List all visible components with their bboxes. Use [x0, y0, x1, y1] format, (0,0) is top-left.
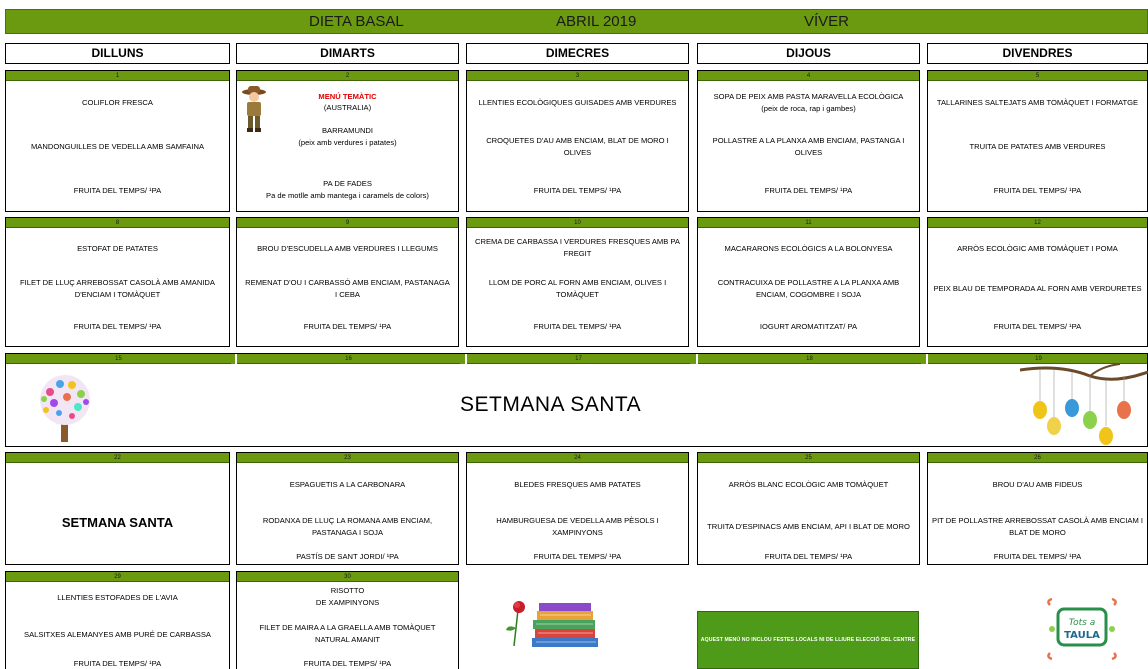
second-course: PA DE FADES — [323, 179, 372, 188]
menu-day-cell — [466, 452, 689, 565]
day-number: 5 — [928, 71, 1147, 81]
menu-header — [5, 9, 1148, 34]
menu-day-cell — [697, 217, 920, 347]
dessert: PASTÍS DE SANT JORDI/ ¹PA — [296, 552, 399, 561]
second-course-cont: OLIVES — [794, 148, 823, 157]
day-header-thursday: DIJOUS — [697, 43, 920, 64]
first-course: TALLARINES SALTEJATS AMB TOMÀQUET I FORMATGE — [936, 98, 1139, 107]
holiday-label: SETMANA SANTA — [460, 393, 642, 416]
day-header-friday: DIVENDRES — [927, 43, 1148, 64]
holiday-label: SETMANA SANTA — [61, 515, 174, 530]
day-number: 11 — [698, 218, 919, 228]
menu-day-cell — [5, 70, 230, 212]
menu-day-cell — [927, 452, 1148, 565]
day-number: 26 — [928, 453, 1147, 463]
first-course: ARRÒS BLANC ECOLÒGIC AMB TOMÀQUET — [728, 480, 889, 489]
first-course: MACARARONS ECOLÒGICS A LA BOLONYESA — [724, 244, 893, 253]
dessert: FRUITA DEL TEMPS/ ¹PA — [73, 322, 162, 331]
dessert: FRUITA DEL TEMPS/ ¹PA — [303, 322, 392, 331]
first-course: ESPAGUETIS A LA CARBONARA — [289, 480, 406, 489]
logo-line1: Tots a — [1068, 618, 1096, 628]
second-course: TRUITA D'ESPINACS AMB ENCIAM, API I BLAT DE MORO — [707, 522, 910, 531]
second-course-cont: PASTANAGA I SOJA — [311, 528, 384, 537]
menu-day-cell — [236, 217, 459, 347]
second-course-detail: Pa de motlle amb mantega i caramels de colors) — [266, 191, 429, 200]
first-course: ESTOFAT DE PATATES — [77, 244, 158, 253]
day-number: 12 — [928, 218, 1147, 228]
dessert: FRUITA DEL TEMPS/ ¹PA — [993, 552, 1082, 561]
easter-tree-icon — [28, 370, 102, 444]
day-number: 25 — [698, 453, 919, 463]
rose-and-books-icon — [500, 598, 606, 650]
dessert: FRUITA DEL TEMPS/ ¹PA — [533, 186, 622, 195]
logo-line2: TAULA — [1064, 630, 1100, 641]
day-header-monday: DILLUNS — [5, 43, 230, 64]
second-course-cont: OLIVES — [563, 148, 592, 157]
second-course: POLLASTRE A LA PLANXA AMB ENCIAM, PASTANGA I — [712, 136, 905, 145]
day-number: 1 — [6, 71, 229, 81]
easter-eggs-icon — [1020, 362, 1148, 450]
day-number: 30 — [237, 572, 458, 582]
menu-day-cell — [236, 571, 459, 669]
day-number: 18 — [698, 354, 921, 364]
second-course: FILET DE LLUÇ ARREBOSSAT CASOLÀ AMB AMANIDA — [20, 278, 215, 287]
dessert: FRUITA DEL TEMPS/ ¹PA — [993, 186, 1082, 195]
day-number: 22 — [6, 453, 229, 463]
dessert: FRUITA DEL TEMPS/ ¹PA — [73, 186, 162, 195]
first-course: ARRÒS ECOLÒGIC AMB TOMÀQUET I POMA — [957, 244, 1118, 253]
day-header-tuesday: DIMARTS — [236, 43, 459, 64]
menu-title: DIETA BASAL — [309, 13, 404, 30]
menu-day-cell — [927, 70, 1148, 212]
second-course: FILET DE MAIRA A LA GRAELLA AMB TOMÀQUET — [259, 623, 436, 632]
dessert: FRUITA DEL TEMPS/ ¹PA — [764, 552, 853, 561]
themed-menu-country: (AUSTRALIA) — [323, 103, 372, 112]
tots-a-taula-logo — [1044, 597, 1120, 661]
dessert: IOGURT AROMATITZAT/ PA — [759, 322, 858, 331]
dessert: FRUITA DEL TEMPS/ ¹PA — [993, 322, 1082, 331]
menu-day-cell — [697, 70, 920, 212]
first-course: RISOTTO — [330, 586, 365, 595]
first-course-cont: DE XAMPINYONS — [315, 598, 380, 607]
first-course: LLENTIES ECOLÒGIQUES GUISADES AMB VERDURES — [478, 98, 677, 107]
second-course: HAMBURGUESA DE VEDELLA AMB PÈSOLS I — [496, 516, 659, 525]
menu-day-cell — [236, 70, 459, 212]
day-header-wednesday: DIMECRES — [466, 43, 689, 64]
second-course: PEIX BLAU DE TEMPORADA AL FORN AMB VERDURETES — [933, 284, 1142, 293]
dessert: FRUITA DEL TEMPS/ ¹PA — [73, 659, 162, 668]
second-course-cont: NATURAL AMANIT — [315, 635, 380, 644]
day-number: 4 — [698, 71, 919, 81]
second-course: LLOM DE PORC AL FORN AMB ENCIAM, OLIVES I — [488, 278, 667, 287]
first-course: BLEDES FRESQUES AMB PATATES — [514, 480, 641, 489]
second-course: PIT DE POLLASTRE ARREBOSSAT CASOLÀ AMB ENCIAM I — [932, 516, 1143, 525]
day-number: 3 — [467, 71, 688, 81]
day-number: 9 — [237, 218, 458, 228]
day-number: 23 — [237, 453, 458, 463]
menu-town: VÍVER — [804, 13, 850, 30]
menu-day-cell — [5, 452, 230, 565]
first-course: BROU D'ESCUDELLA AMB VERDURES I LLEGUMS — [257, 244, 438, 253]
day-number: 19 — [928, 354, 1148, 364]
day-number: 15 — [6, 354, 231, 364]
second-course: CROQUETES D'AU AMB ENCIAM, BLAT DE MORO I — [486, 136, 669, 145]
dessert: FRUITA DEL TEMPS/ ¹PA — [303, 659, 392, 668]
menu-day-cell — [927, 217, 1148, 347]
menu-day-cell — [466, 70, 689, 212]
second-course: SALSITXES ALEMANYES AMB PURÉ DE CARBASSA — [24, 630, 211, 639]
day-number: 24 — [467, 453, 688, 463]
second-course-cont: TOMÀQUET — [556, 290, 599, 299]
menu-day-cell — [5, 217, 230, 347]
second-course: RODANXA DE LLUÇ LA ROMANA AMB ENCIAM, — [262, 516, 433, 525]
day-number: 8 — [6, 218, 229, 228]
second-course: CONTRACUIXA DE POLLASTRE A LA PLANXA AMB — [717, 278, 900, 287]
first-course: BROU D'AU AMB FIDEUS — [992, 480, 1083, 489]
first-course-detail: (peix de roca, rap i gambes) — [761, 104, 856, 113]
day-number: 10 — [467, 218, 688, 228]
menu-day-cell — [466, 217, 689, 347]
first-course-detail: (peix amb verdures i patates) — [298, 138, 397, 147]
second-course-cont: XAMPINYONS — [552, 528, 603, 537]
first-course: SOPA DE PEIX AMB PASTA MARAVELLA ECOLÒGICA — [713, 92, 904, 101]
menu-month: ABRIL 2019 — [556, 13, 637, 30]
second-course: MANDONGUILLES DE VEDELLA AMB SAMFAINA — [30, 142, 205, 151]
menu-day-cell — [5, 571, 230, 669]
day-number: 16 — [237, 354, 460, 364]
second-course: TRUITA DE PATATES AMB VERDURES — [969, 142, 1106, 151]
first-course: BARRAMUNDI — [321, 126, 374, 135]
dessert: FRUITA DEL TEMPS/ ¹PA — [533, 552, 622, 561]
first-course: COLIFLOR FRESCA — [82, 98, 153, 107]
second-course: REMENAT D'OU I CARBASSÓ AMB ENCIAM, PASTANAGA — [245, 278, 450, 287]
dessert: FRUITA DEL TEMPS/ ¹PA — [533, 322, 622, 331]
first-course-cont: FREGIT — [563, 249, 592, 258]
themed-menu-label: MENÚ TEMÀTIC — [318, 92, 377, 101]
day-number: 17 — [467, 354, 690, 364]
second-course-cont: D'ENCIAM I TOMÀQUET — [74, 290, 161, 299]
menu-day-cell — [697, 452, 920, 565]
second-course-cont: I CEBA — [335, 290, 360, 299]
second-course-cont: BLAT DE MORO — [1009, 528, 1066, 537]
dessert: FRUITA DEL TEMPS/ ¹PA — [764, 186, 853, 195]
day-number: 2 — [237, 71, 458, 81]
second-course-cont: ENCIAM, COGOMBRE I SOJA — [755, 290, 862, 299]
menu-notice: AQUEST MENÚ NO INCLOU FESTES LOCALS NI DE LLIURE ELECCIÓ DEL CENTRE — [697, 611, 919, 669]
menu-day-cell — [236, 452, 459, 565]
first-course: CREMA DE CARBASSA I VERDURES FRESQUES AMB PA — [475, 237, 680, 246]
day-number: 29 — [6, 572, 229, 582]
first-course: LLENTIES ESTOFADES DE L'AVIA — [57, 593, 178, 602]
